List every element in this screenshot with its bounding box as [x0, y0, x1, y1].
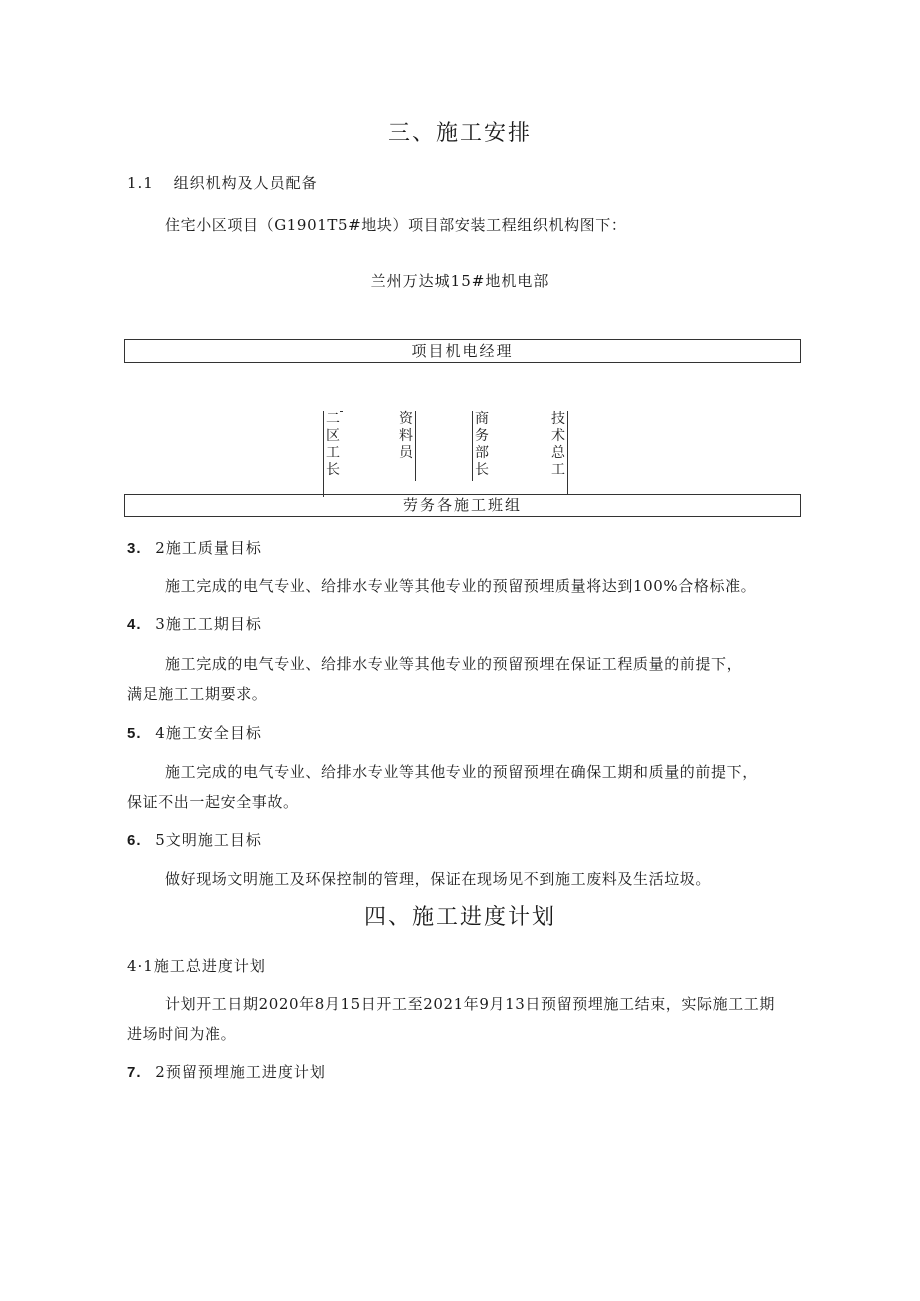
master-schedule-paragraph-line2: 进场时间为准。 — [127, 1025, 237, 1043]
heading-number: 7. — [127, 1064, 142, 1081]
heading-text: 2预留预埋施工进度计划 — [155, 1063, 326, 1081]
heading-number: 5. — [127, 725, 142, 742]
heading-number: 1.1 — [127, 174, 154, 192]
section-title-3: 三、施工安排 — [387, 121, 532, 146]
org-box-manager: 项目机电经理 — [124, 339, 801, 363]
quality-goal-paragraph: 施工完成的电气专业、给排水专业等其他专业的预留预埋质量将达到100%合格标准。 — [165, 577, 757, 595]
master-schedule-paragraph-line1: 计划开工日期2020年8月15日开工至2021年9月13日预留预埋施工结束，实际施工工期 — [165, 995, 776, 1013]
org-role-district-foreman — [323, 411, 342, 497]
heading-text: 组织机构及人员配备 — [173, 174, 318, 192]
heading-text: 4施工安全目标 — [155, 724, 262, 742]
org-role-chief-engineer — [549, 411, 568, 495]
org-intro-paragraph: 住宅小区项目（G1901T5#地块）项目部安装工程组织机构图下： — [165, 216, 627, 234]
role-label: 商务部长 — [475, 411, 489, 478]
heading-text: 3施工工期目标 — [155, 615, 262, 633]
heading-text: 5文明施工目标 — [155, 831, 262, 849]
org-role-commercial-manager — [472, 411, 491, 481]
heading-3-2 — [127, 537, 262, 558]
role-label: 二区工长 — [326, 411, 340, 478]
heading-3-4 — [127, 722, 262, 743]
heading-number: 3. — [127, 540, 142, 557]
heading-3-3 — [127, 613, 262, 634]
section-title-4: 四、施工进度计划 — [363, 905, 556, 930]
heading-4-1: 4·1施工总进度计划 — [127, 957, 266, 975]
safety-goal-paragraph-line2: 保证不出一起安全事故。 — [127, 793, 299, 811]
civilized-construction-paragraph: 做好现场文明施工及环保控制的管理，保证在现场见不到施工废料及生活垃圾。 — [165, 870, 712, 888]
heading-3-5 — [127, 829, 262, 850]
org-box-labor-teams: 劳务各施工班组 — [124, 494, 801, 517]
heading-text: 2施工质量目标 — [155, 539, 262, 557]
heading-number: 6. — [127, 832, 142, 849]
role-label: 技术总工 — [551, 411, 565, 478]
heading-4-2 — [127, 1061, 326, 1082]
heading-number: 4. — [127, 616, 142, 633]
safety-goal-paragraph-line1: 施工完成的电气专业、给排水专业等其他专业的预留预埋在确保工期和质量的前提下， — [165, 763, 758, 781]
schedule-goal-paragraph-line1: 施工完成的电气专业、给排水专业等其他专业的预留预埋在保证工程质量的前提下， — [165, 655, 743, 673]
heading-1-1 — [127, 172, 318, 193]
org-chart-caption: 兰州万达城15#地机电部 — [370, 272, 550, 290]
role-label: 资料员 — [399, 411, 413, 461]
org-role-documentation-clerk — [397, 411, 416, 481]
schedule-goal-paragraph-line2: 满足施工工期要求。 — [127, 685, 268, 703]
